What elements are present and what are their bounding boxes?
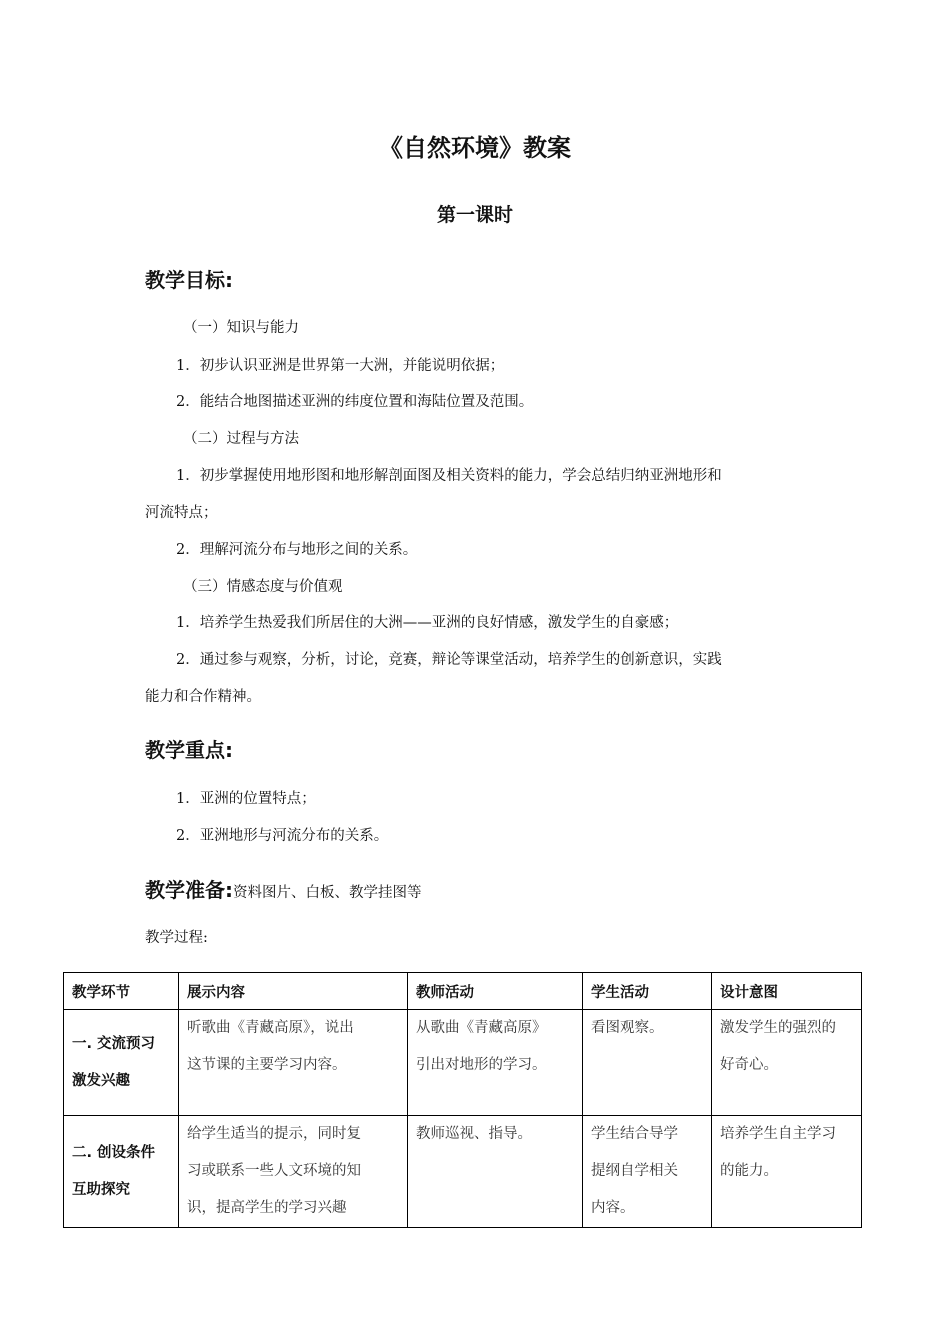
intent-cell [712, 1116, 862, 1228]
student-cell [583, 1010, 712, 1116]
objective-item-continued: 能力和合作精神。 [145, 689, 261, 705]
intent-line: 培养学生自主学习 [720, 1126, 836, 1142]
teacher-line: 引出对地形的学习。 [416, 1057, 547, 1073]
content-line: 给学生适当的提示，同时复 [187, 1126, 361, 1142]
student-line: 内容。 [591, 1200, 635, 1216]
table-row [64, 1010, 862, 1116]
teacher-cell [408, 1010, 583, 1116]
stage-line: 一. 交流预习 [72, 1035, 156, 1052]
section-process-method: （二）过程与方法 [183, 431, 299, 447]
stage-line: 二. 创设条件 [72, 1144, 156, 1161]
objectives-heading: 教学目标: [145, 268, 233, 292]
header-teacher-activity: 教师活动 [408, 973, 583, 1010]
student-cell [583, 1116, 712, 1228]
teacher-line: 从歌曲《青藏高原》 [416, 1020, 547, 1036]
table-header-row [64, 973, 862, 1010]
key-points-heading: 教学重点: [145, 738, 233, 762]
intent-line: 好奇心。 [720, 1057, 778, 1073]
objective-item: 2．通过参与观察，分析，讨论，竞赛，辩论等课堂活动，培养学生的创新意识，实践 [176, 652, 722, 668]
lesson-process-table [63, 972, 862, 1228]
student-line: 学生结合导学 [591, 1126, 678, 1142]
student-line: 提纲自学相关 [591, 1163, 678, 1179]
table-row [64, 1116, 862, 1228]
intent-cell [712, 1010, 862, 1116]
intent-line: 的能力。 [720, 1163, 778, 1179]
preparation-line [145, 874, 422, 903]
content-line: 习或联系一些人文环境的知 [187, 1163, 361, 1179]
objective-item: 1．初步认识亚洲是世界第一大洲，并能说明依据； [176, 358, 505, 374]
key-point-item: 1．亚洲的位置特点； [176, 791, 316, 807]
section-attitude-values: （三）情感态度与价值观 [183, 579, 343, 595]
teacher-cell [408, 1116, 583, 1228]
objective-item: 1．初步掌握使用地形图和地形解剖面图及相关资料的能力，学会总结归纳亚洲地形和 [176, 468, 722, 484]
preparation-text: 资料图片、白板、教学挂图等 [233, 885, 422, 901]
student-line: 看图观察。 [591, 1020, 664, 1036]
content-cell [179, 1116, 408, 1228]
preparation-heading: 教学准备: [145, 878, 233, 902]
document-title: 《自然环境》教案 [379, 134, 571, 162]
header-stage: 教学环节 [64, 973, 179, 1010]
stage-cell [64, 1010, 179, 1116]
lesson-subtitle: 第一课时 [436, 204, 513, 226]
process-label: 教学过程: [145, 930, 208, 946]
intent-line: 激发学生的强烈的 [720, 1020, 836, 1036]
stage-line: 激发兴趣 [72, 1072, 130, 1089]
objective-item-continued: 河流特点； [145, 505, 218, 521]
key-point-item: 2．亚洲地形与河流分布的关系。 [176, 828, 389, 844]
stage-line: 互助探究 [72, 1181, 130, 1198]
header-student-activity: 学生活动 [583, 973, 712, 1010]
stage-cell [64, 1116, 179, 1228]
objective-item: 2．理解河流分布与地形之间的关系。 [176, 542, 418, 558]
content-line: 识，提高学生的学习兴趣 [187, 1200, 347, 1216]
teacher-line: 教师巡视、指导。 [416, 1126, 532, 1142]
objective-item: 1．培养学生热爱我们所居住的大洲——亚洲的良好情感，激发学生的自豪感； [176, 615, 679, 631]
header-content: 展示内容 [179, 973, 408, 1010]
content-line: 这节课的主要学习内容。 [187, 1057, 347, 1073]
objective-item: 2．能结合地图描述亚洲的纬度位置和海陆位置及范围。 [176, 394, 534, 410]
content-line: 听歌曲《青藏高原》，说出 [187, 1020, 354, 1036]
header-design-intent: 设计意图 [712, 973, 862, 1010]
content-cell [179, 1010, 408, 1116]
section-knowledge-ability: （一）知识与能力 [183, 320, 299, 336]
